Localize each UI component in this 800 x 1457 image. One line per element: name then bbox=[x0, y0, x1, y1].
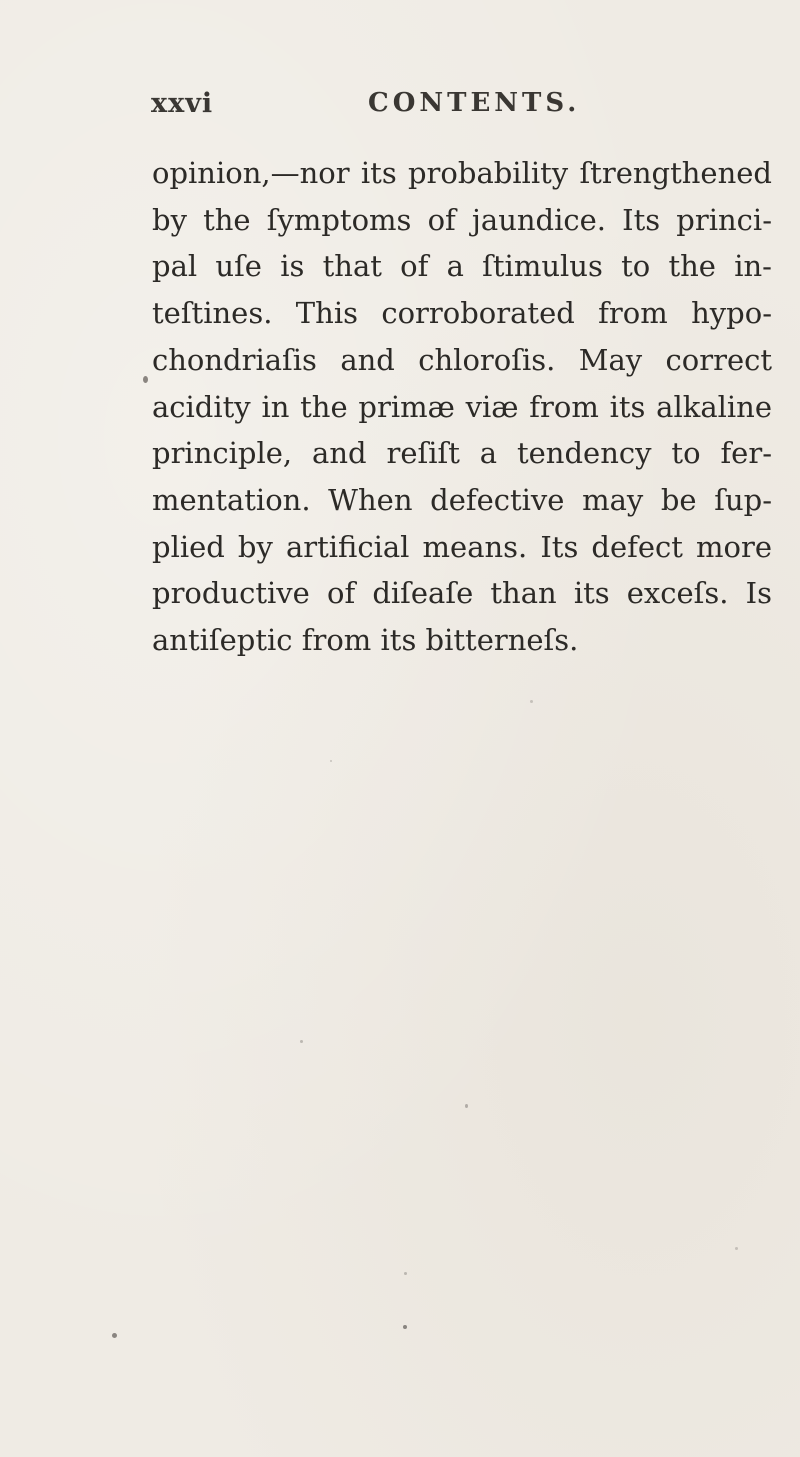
paper-speck bbox=[404, 1272, 407, 1275]
text-line-last: antiſeptic from its bitterneſs. bbox=[152, 623, 579, 658]
text-line: mentation. When defective may be ſup- bbox=[152, 482, 772, 517]
page-header bbox=[151, 88, 731, 128]
text-line: teſtines. This corroborated from hypo- bbox=[152, 296, 772, 331]
paper-speck bbox=[530, 700, 533, 703]
paper-speck bbox=[143, 376, 148, 383]
paper-speck bbox=[330, 760, 332, 762]
text-line: by the ſymptoms of jaundice. Its princi- bbox=[152, 202, 772, 237]
running-title: CONTENTS. bbox=[368, 88, 581, 118]
text-line: pal uſe is that of a ſtimulus to the in- bbox=[152, 249, 772, 284]
text-line: opinion,—nor its probability ſtrengthened bbox=[152, 156, 772, 190]
text-line: principle, and reſiſt a tendency to fer- bbox=[152, 436, 772, 471]
page-number: xxvi bbox=[151, 88, 214, 119]
paper-speck bbox=[735, 1247, 738, 1250]
paper-speck bbox=[112, 1333, 117, 1338]
body-paragraph bbox=[152, 150, 772, 664]
text-line: chondriaſis and chloroſis. May correct bbox=[152, 342, 772, 377]
text-line: productive of diſeaſe than its exceſs. Is bbox=[152, 576, 772, 611]
paper-speck bbox=[300, 1040, 303, 1043]
paper-speck bbox=[465, 1104, 468, 1108]
text-line: acidity in the primæ viæ from its alkaline bbox=[152, 389, 772, 424]
text-line: plied by artificial means. Its defect more bbox=[152, 529, 772, 564]
paper-speck bbox=[403, 1325, 407, 1329]
